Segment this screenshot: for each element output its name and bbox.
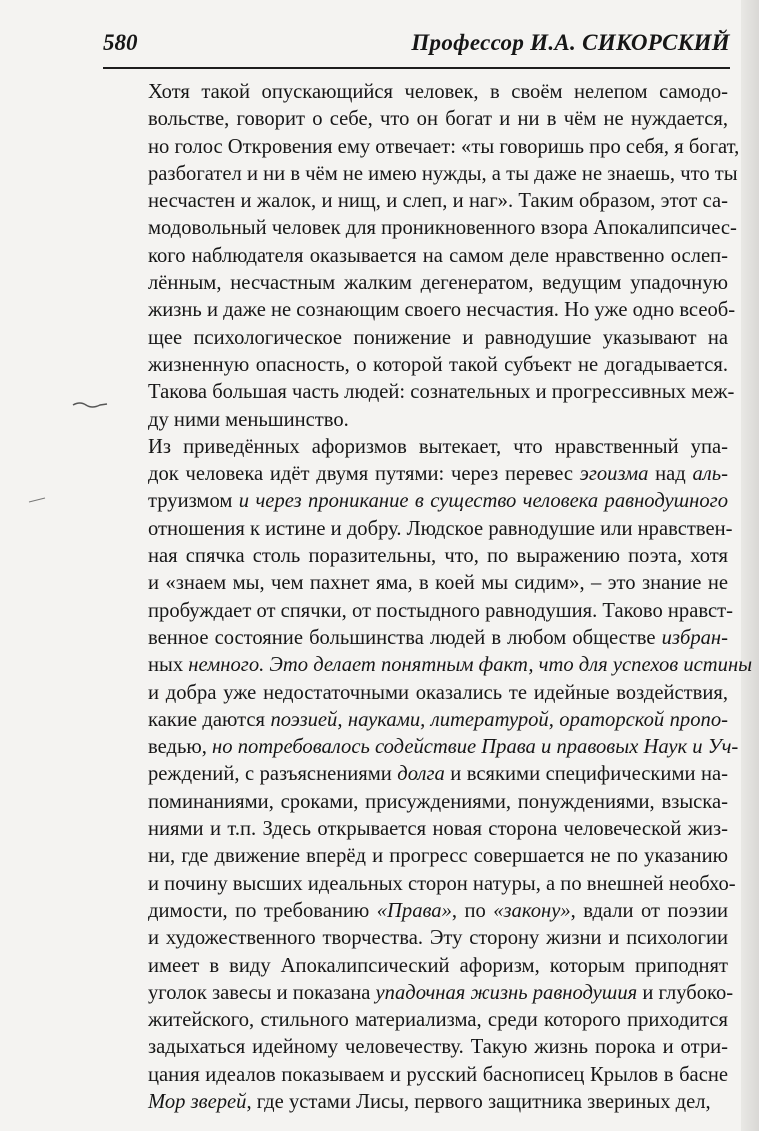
text-line: реждений, с разъяснениями долга и всякими специфическими на- <box>148 763 729 786</box>
body-text <box>106 79 753 1116</box>
text-line: димости, по требованию «Права», по «закону», вдали от поэзии <box>148 899 728 922</box>
page-number: 580 <box>103 30 138 55</box>
text-line: разбогател и ни в чём не имею нужды, а ты даже не знаешь, что ты <box>148 162 738 185</box>
text-line: и добра уже недостаточными оказались те идейные воздействия, <box>148 681 728 704</box>
text-line: но голос Откровения ему отвечает: «ты говоришь про себя, я богат, <box>148 135 740 158</box>
page-edge-shadow <box>741 0 759 1131</box>
text-line: труизмом и через проникание в существо человека равнодушного <box>148 490 728 513</box>
text-line: житейского, стильного материализма, среди которого приходится <box>148 1009 728 1032</box>
text-line: ная спячка столь поразительны, что, по выражению поэта, хотя <box>148 545 728 568</box>
text-line: док человека идёт двумя путями: через перевес эгоизма над аль- <box>148 463 728 486</box>
text-line: щее психологическое понижение и равнодушие указывают на <box>148 326 728 349</box>
text-line: Из приведённых афоризмов вытекает, что нравственный упа- <box>148 435 728 458</box>
text-line: ных немного. Это делает понятным факт, что для успехов истины <box>148 654 753 677</box>
paragraph <box>106 79 740 434</box>
margin-pencil-tick <box>28 497 46 503</box>
text-line: Мор зверей, где устами Лисы, первого защитника звериных дел, <box>148 1090 711 1113</box>
text-line: кого наблюдателя оказывается на самом деле нравственно ослеп- <box>148 244 728 267</box>
text-line: вольстве, говорит о себе, что он богат и ни в чём не нуждается, <box>148 108 728 131</box>
text-line: ни, где движение вперёд и прогресс совершается не по указанию <box>148 845 728 868</box>
text-line: уголок завесы и показана упадочная жизнь равнодушия и глубоко- <box>148 981 734 1004</box>
text-line: задыхаться идейному человечеству. Такую жизнь порока и отри- <box>148 1036 728 1059</box>
paragraph <box>106 434 753 1116</box>
page-header <box>103 28 730 68</box>
text-line: имеет в виду Апокалипсический афоризм, которым приподнят <box>148 954 728 977</box>
text-line: жизненную опасность, о которой такой субъект не догадывается. <box>148 353 728 376</box>
text-line: модовольный человек для проникновенного взора Апокалипсичес- <box>148 217 737 240</box>
text-line: ду ними меньшинство. <box>148 408 349 431</box>
text-line: несчастен и жалок, и нищ, и слеп, и наг». Таким образом, этот са- <box>148 190 728 213</box>
text-line: цания идеалов показываем и русский баснописец Крылов в басне <box>148 1063 728 1086</box>
text-line: Такова большая часть людей: сознательных и прогрессивных меж- <box>148 381 735 404</box>
text-line: ведью, но потребовалось содействие Права и правовых Наук и Уч- <box>148 736 739 759</box>
text-line: лённым, несчастным жалким дегенератом, ведущим упадочную <box>148 272 728 295</box>
running-title: Профессор И.А. СИКОРСКИЙ <box>411 30 730 55</box>
text-line: отношения к истине и добру. Людское равнодушие или нравствен- <box>148 517 733 540</box>
text-line: венное состояние большинства людей в любом обществе избран- <box>148 626 728 649</box>
text-line: Хотя такой опускающийся человек, в своём нелепом самодо- <box>148 81 728 103</box>
text-line: пробуждает от спячки, от постыдного равнодушия. Таково нравст- <box>148 599 733 622</box>
text-line: ниями и т.п. Здесь открывается новая сторона человеческой жиз- <box>148 818 728 841</box>
margin-pencil-mark <box>72 400 108 410</box>
text-line: и «знаем мы, чем пахнет яма, в коей мы сидим», – это знание не <box>148 572 728 595</box>
header-rule <box>103 67 730 69</box>
text-line: поминаниями, сроками, присуждениями, понуждениями, взыска- <box>148 790 728 813</box>
text-line: и художественного творчества. Эту сторону жизни и психологии <box>148 927 728 950</box>
text-line: жизнь и даже не сознающим своего несчастия. Но уже одно всеоб- <box>148 299 736 322</box>
text-line: и почину высших идеальных сторон натуры, а по внешней необхо- <box>148 872 736 895</box>
text-line: какие даются поэзией, науками, литературой, ораторской пропо- <box>148 708 728 731</box>
